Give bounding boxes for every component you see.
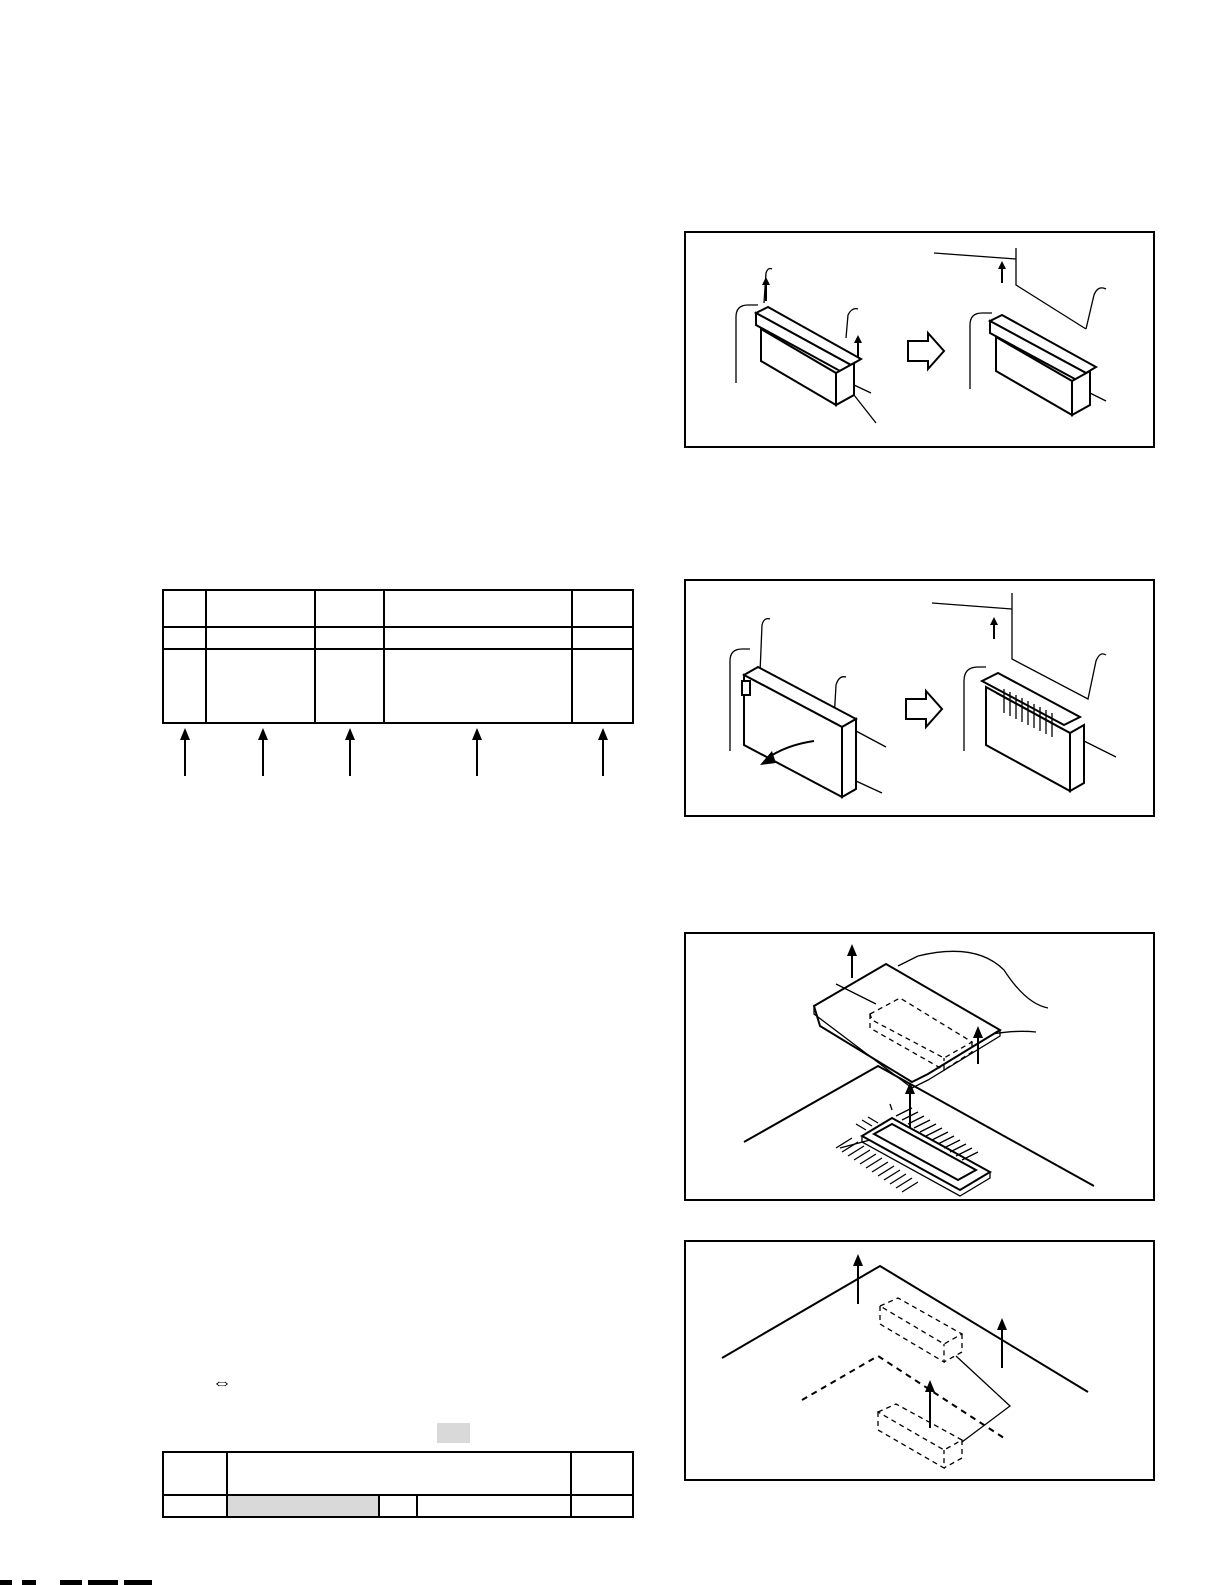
module-illustration bbox=[686, 934, 1153, 1199]
shaded-marker bbox=[437, 1423, 470, 1443]
hollow-arrow-right-icon bbox=[908, 333, 944, 369]
arrow-up-icon bbox=[345, 728, 355, 776]
footer-edge-marks bbox=[0, 1578, 1225, 1585]
module-card bbox=[814, 964, 1000, 1082]
table-row bbox=[163, 1495, 633, 1517]
parts-table-2 bbox=[162, 1451, 634, 1518]
cable-left bbox=[736, 305, 758, 383]
arrow-up-icon bbox=[180, 728, 190, 776]
figure-module-removal bbox=[684, 932, 1155, 1201]
parts-table-1 bbox=[162, 589, 634, 724]
table-row bbox=[163, 649, 633, 723]
table-callout-arrows bbox=[160, 726, 630, 778]
figure-board-separation bbox=[684, 1240, 1155, 1481]
table-row bbox=[163, 590, 633, 627]
arrow-up-icon bbox=[598, 728, 608, 776]
arrow-up-icon bbox=[258, 728, 268, 776]
figure-connector-unlock-1 bbox=[684, 231, 1155, 448]
double-arrow-icon: ⇔ bbox=[212, 1372, 232, 1394]
figure-connector-unlock-2 bbox=[684, 579, 1155, 817]
connector-illustration-2 bbox=[686, 581, 1153, 815]
arrow-up-icon bbox=[472, 728, 482, 776]
hollow-arrow-right-icon bbox=[906, 691, 942, 727]
board-illustration bbox=[686, 1242, 1153, 1479]
table-row bbox=[163, 627, 633, 649]
table-row bbox=[163, 1452, 633, 1495]
connector-illustration-1 bbox=[686, 233, 1153, 446]
